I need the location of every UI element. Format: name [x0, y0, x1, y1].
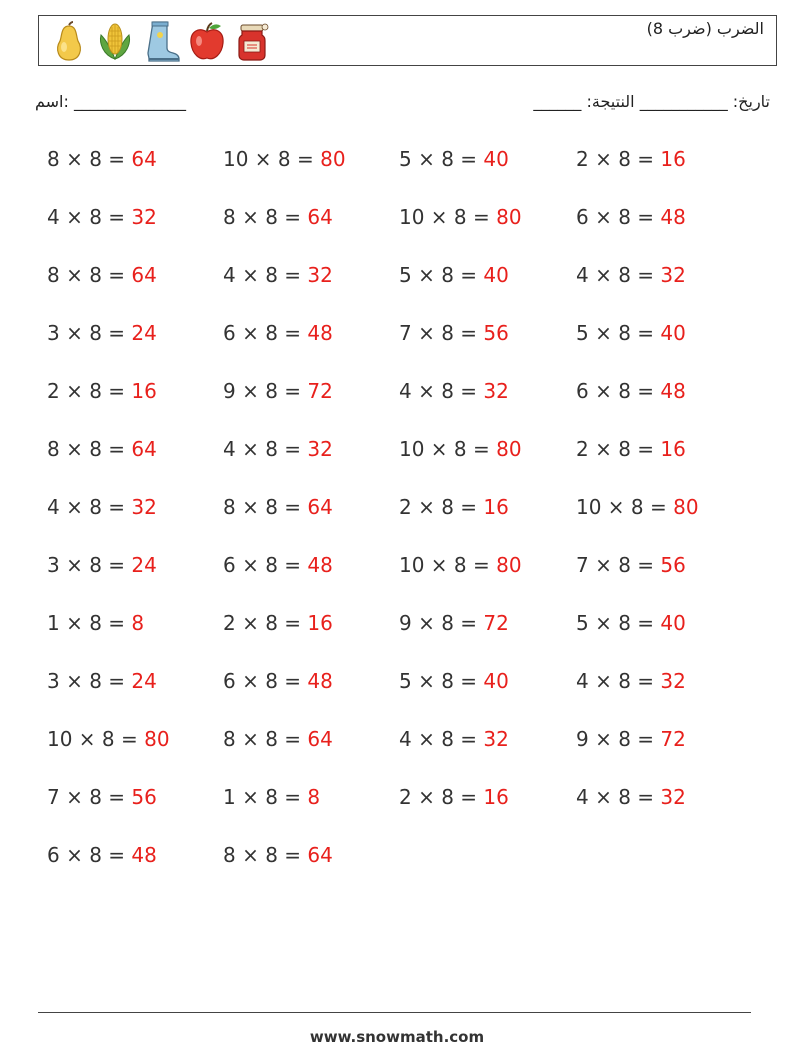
problem-answer: 32: [307, 437, 333, 461]
problem-answer: 56: [660, 553, 686, 577]
problem-item: [47, 205, 157, 229]
problem-item: [576, 727, 686, 751]
problem-answer: 40: [660, 611, 686, 635]
problem-answer: 32: [660, 669, 686, 693]
problem-question: 2 × 8 =: [399, 785, 484, 809]
problem-item: [576, 495, 699, 519]
problem-answer: 8: [307, 785, 321, 809]
problem-item: [399, 379, 509, 403]
problem-item: [576, 437, 686, 461]
problem-answer: 56: [131, 785, 157, 809]
problem-question: 9 × 8 =: [223, 379, 308, 403]
problem-answer: 64: [307, 727, 333, 751]
problem-question: 3 × 8 =: [47, 321, 132, 345]
problem-item: [399, 147, 509, 171]
problem-question: 3 × 8 =: [47, 553, 132, 577]
problem-item: [399, 553, 522, 577]
problem-item: [47, 611, 144, 635]
problem-question: 7 × 8 =: [399, 321, 484, 345]
problem-question: 5 × 8 =: [399, 147, 484, 171]
problem-answer: 80: [496, 553, 522, 577]
problem-item: [47, 495, 157, 519]
problem-answer: 48: [307, 321, 333, 345]
problem-question: 7 × 8 =: [47, 785, 132, 809]
problem-item: [576, 553, 686, 577]
problem-answer: 48: [131, 843, 157, 867]
problem-question: 8 × 8 =: [223, 843, 308, 867]
problem-question: 2 × 8 =: [399, 495, 484, 519]
problem-item: [399, 263, 509, 287]
problem-item: [47, 437, 157, 461]
problem-answer: 24: [131, 321, 157, 345]
problem-answer: 40: [660, 321, 686, 345]
problem-item: [223, 785, 320, 809]
problem-answer: 56: [483, 321, 509, 345]
problem-question: 4 × 8 =: [47, 495, 132, 519]
problem-question: 8 × 8 =: [223, 727, 308, 751]
problem-question: 2 × 8 =: [223, 611, 308, 635]
problem-item: [576, 205, 686, 229]
problem-item: [223, 553, 333, 577]
problem-item: [223, 669, 333, 693]
problem-question: 8 × 8 =: [47, 147, 132, 171]
problem-item: [399, 437, 522, 461]
problem-item: [47, 785, 157, 809]
problem-question: 9 × 8 =: [399, 611, 484, 635]
problem-answer: 48: [660, 379, 686, 403]
problem-item: [399, 321, 509, 345]
problem-question: 10 × 8 =: [399, 205, 497, 229]
problem-answer: 40: [483, 669, 509, 693]
problem-question: 4 × 8 =: [399, 379, 484, 403]
problem-question: 4 × 8 =: [399, 727, 484, 751]
problem-item: [47, 727, 170, 751]
problem-answer: 64: [307, 495, 333, 519]
problem-answer: 64: [131, 147, 157, 171]
problem-answer: 64: [307, 205, 333, 229]
problem-question: 10 × 8 =: [576, 495, 674, 519]
problem-answer: 64: [131, 263, 157, 287]
problem-item: [223, 263, 333, 287]
problem-item: [47, 321, 157, 345]
problem-question: 8 × 8 =: [223, 495, 308, 519]
problem-item: [223, 437, 333, 461]
problem-question: 2 × 8 =: [576, 147, 661, 171]
problem-answer: 32: [307, 263, 333, 287]
problem-question: 8 × 8 =: [47, 437, 132, 461]
problem-item: [47, 843, 157, 867]
problem-question: 9 × 8 =: [576, 727, 661, 751]
problem-answer: 48: [307, 553, 333, 577]
problem-item: [399, 785, 509, 809]
problem-item: [399, 495, 509, 519]
footer-site: www.snowmath.com: [309, 1028, 485, 1046]
problem-item: [223, 843, 333, 867]
problem-question: 6 × 8 =: [223, 553, 308, 577]
problem-answer: 80: [673, 495, 699, 519]
problem-answer: 72: [660, 727, 686, 751]
problem-answer: 80: [496, 437, 522, 461]
problem-question: 4 × 8 =: [576, 785, 661, 809]
problem-question: 1 × 8 =: [47, 611, 132, 635]
problem-question: 5 × 8 =: [399, 669, 484, 693]
problem-question: 6 × 8 =: [576, 379, 661, 403]
problem-item: [47, 263, 157, 287]
problem-answer: 72: [307, 379, 333, 403]
problem-answer: 80: [320, 147, 346, 171]
problem-item: [576, 263, 686, 287]
problem-item: [399, 205, 522, 229]
problem-question: 4 × 8 =: [223, 437, 308, 461]
problem-answer: 32: [483, 727, 509, 751]
problem-item: [576, 147, 686, 171]
problem-answer: 24: [131, 553, 157, 577]
problem-answer: 32: [483, 379, 509, 403]
problem-item: [223, 495, 333, 519]
problem-answer: 8: [131, 611, 145, 635]
problem-item: [223, 611, 333, 635]
problem-question: 5 × 8 =: [576, 611, 661, 635]
problem-item: [576, 321, 686, 345]
problem-answer: 80: [496, 205, 522, 229]
problem-question: 5 × 8 =: [576, 321, 661, 345]
problem-item: [576, 785, 686, 809]
problem-item: [223, 727, 333, 751]
problem-question: 8 × 8 =: [47, 263, 132, 287]
problem-question: 2 × 8 =: [47, 379, 132, 403]
problem-answer: 16: [131, 379, 157, 403]
problem-question: 4 × 8 =: [576, 263, 661, 287]
problem-answer: 16: [660, 437, 686, 461]
problem-answer: 40: [483, 263, 509, 287]
problem-item: [223, 205, 333, 229]
problem-question: 3 × 8 =: [47, 669, 132, 693]
problem-question: 2 × 8 =: [576, 437, 661, 461]
date-score-field-label: ______ :تاريخ: ___________ النتيجة: [533, 92, 770, 111]
problem-question: 6 × 8 =: [223, 669, 308, 693]
problem-item: [223, 379, 333, 403]
problem-answer: 48: [307, 669, 333, 693]
problem-question: 10 × 8 =: [47, 727, 145, 751]
problem-item: [576, 379, 686, 403]
problem-answer: 32: [660, 785, 686, 809]
problem-answer: 16: [483, 495, 509, 519]
problem-answer: 24: [131, 669, 157, 693]
problem-question: 4 × 8 =: [47, 205, 132, 229]
problem-item: [223, 147, 346, 171]
problem-question: 4 × 8 =: [576, 669, 661, 693]
problem-answer: 16: [483, 785, 509, 809]
worksheet-title: الضرب (ضرب 8): [646, 19, 764, 38]
problem-question: 4 × 8 =: [223, 263, 308, 287]
problem-answer: 32: [660, 263, 686, 287]
problem-question: 6 × 8 =: [576, 205, 661, 229]
problem-item: [576, 669, 686, 693]
problem-item: [47, 147, 157, 171]
problem-answer: 64: [131, 437, 157, 461]
problem-question: 6 × 8 =: [223, 321, 308, 345]
problem-item: [223, 321, 333, 345]
problem-answer: 16: [660, 147, 686, 171]
problem-answer: 72: [483, 611, 509, 635]
problem-question: 10 × 8 =: [399, 437, 497, 461]
problem-item: [576, 611, 686, 635]
problem-question: 5 × 8 =: [399, 263, 484, 287]
problem-answer: 64: [307, 843, 333, 867]
problem-question: 1 × 8 =: [223, 785, 308, 809]
footer-divider: [38, 1012, 751, 1013]
problem-question: 8 × 8 =: [223, 205, 308, 229]
problem-answer: 32: [131, 205, 157, 229]
problem-item: [47, 669, 157, 693]
problem-answer: 32: [131, 495, 157, 519]
problem-item: [399, 611, 509, 635]
problem-answer: 80: [144, 727, 170, 751]
problem-item: [399, 727, 509, 751]
problem-answer: 16: [307, 611, 333, 635]
problem-item: [399, 669, 509, 693]
problem-question: 10 × 8 =: [399, 553, 497, 577]
problem-item: [47, 553, 157, 577]
problem-question: 6 × 8 =: [47, 843, 132, 867]
problem-item: [47, 379, 157, 403]
problem-question: 10 × 8 =: [223, 147, 321, 171]
problem-answer: 40: [483, 147, 509, 171]
problem-question: 7 × 8 =: [576, 553, 661, 577]
name-field-label: اسم: ______________: [35, 92, 186, 111]
problem-answer: 48: [660, 205, 686, 229]
